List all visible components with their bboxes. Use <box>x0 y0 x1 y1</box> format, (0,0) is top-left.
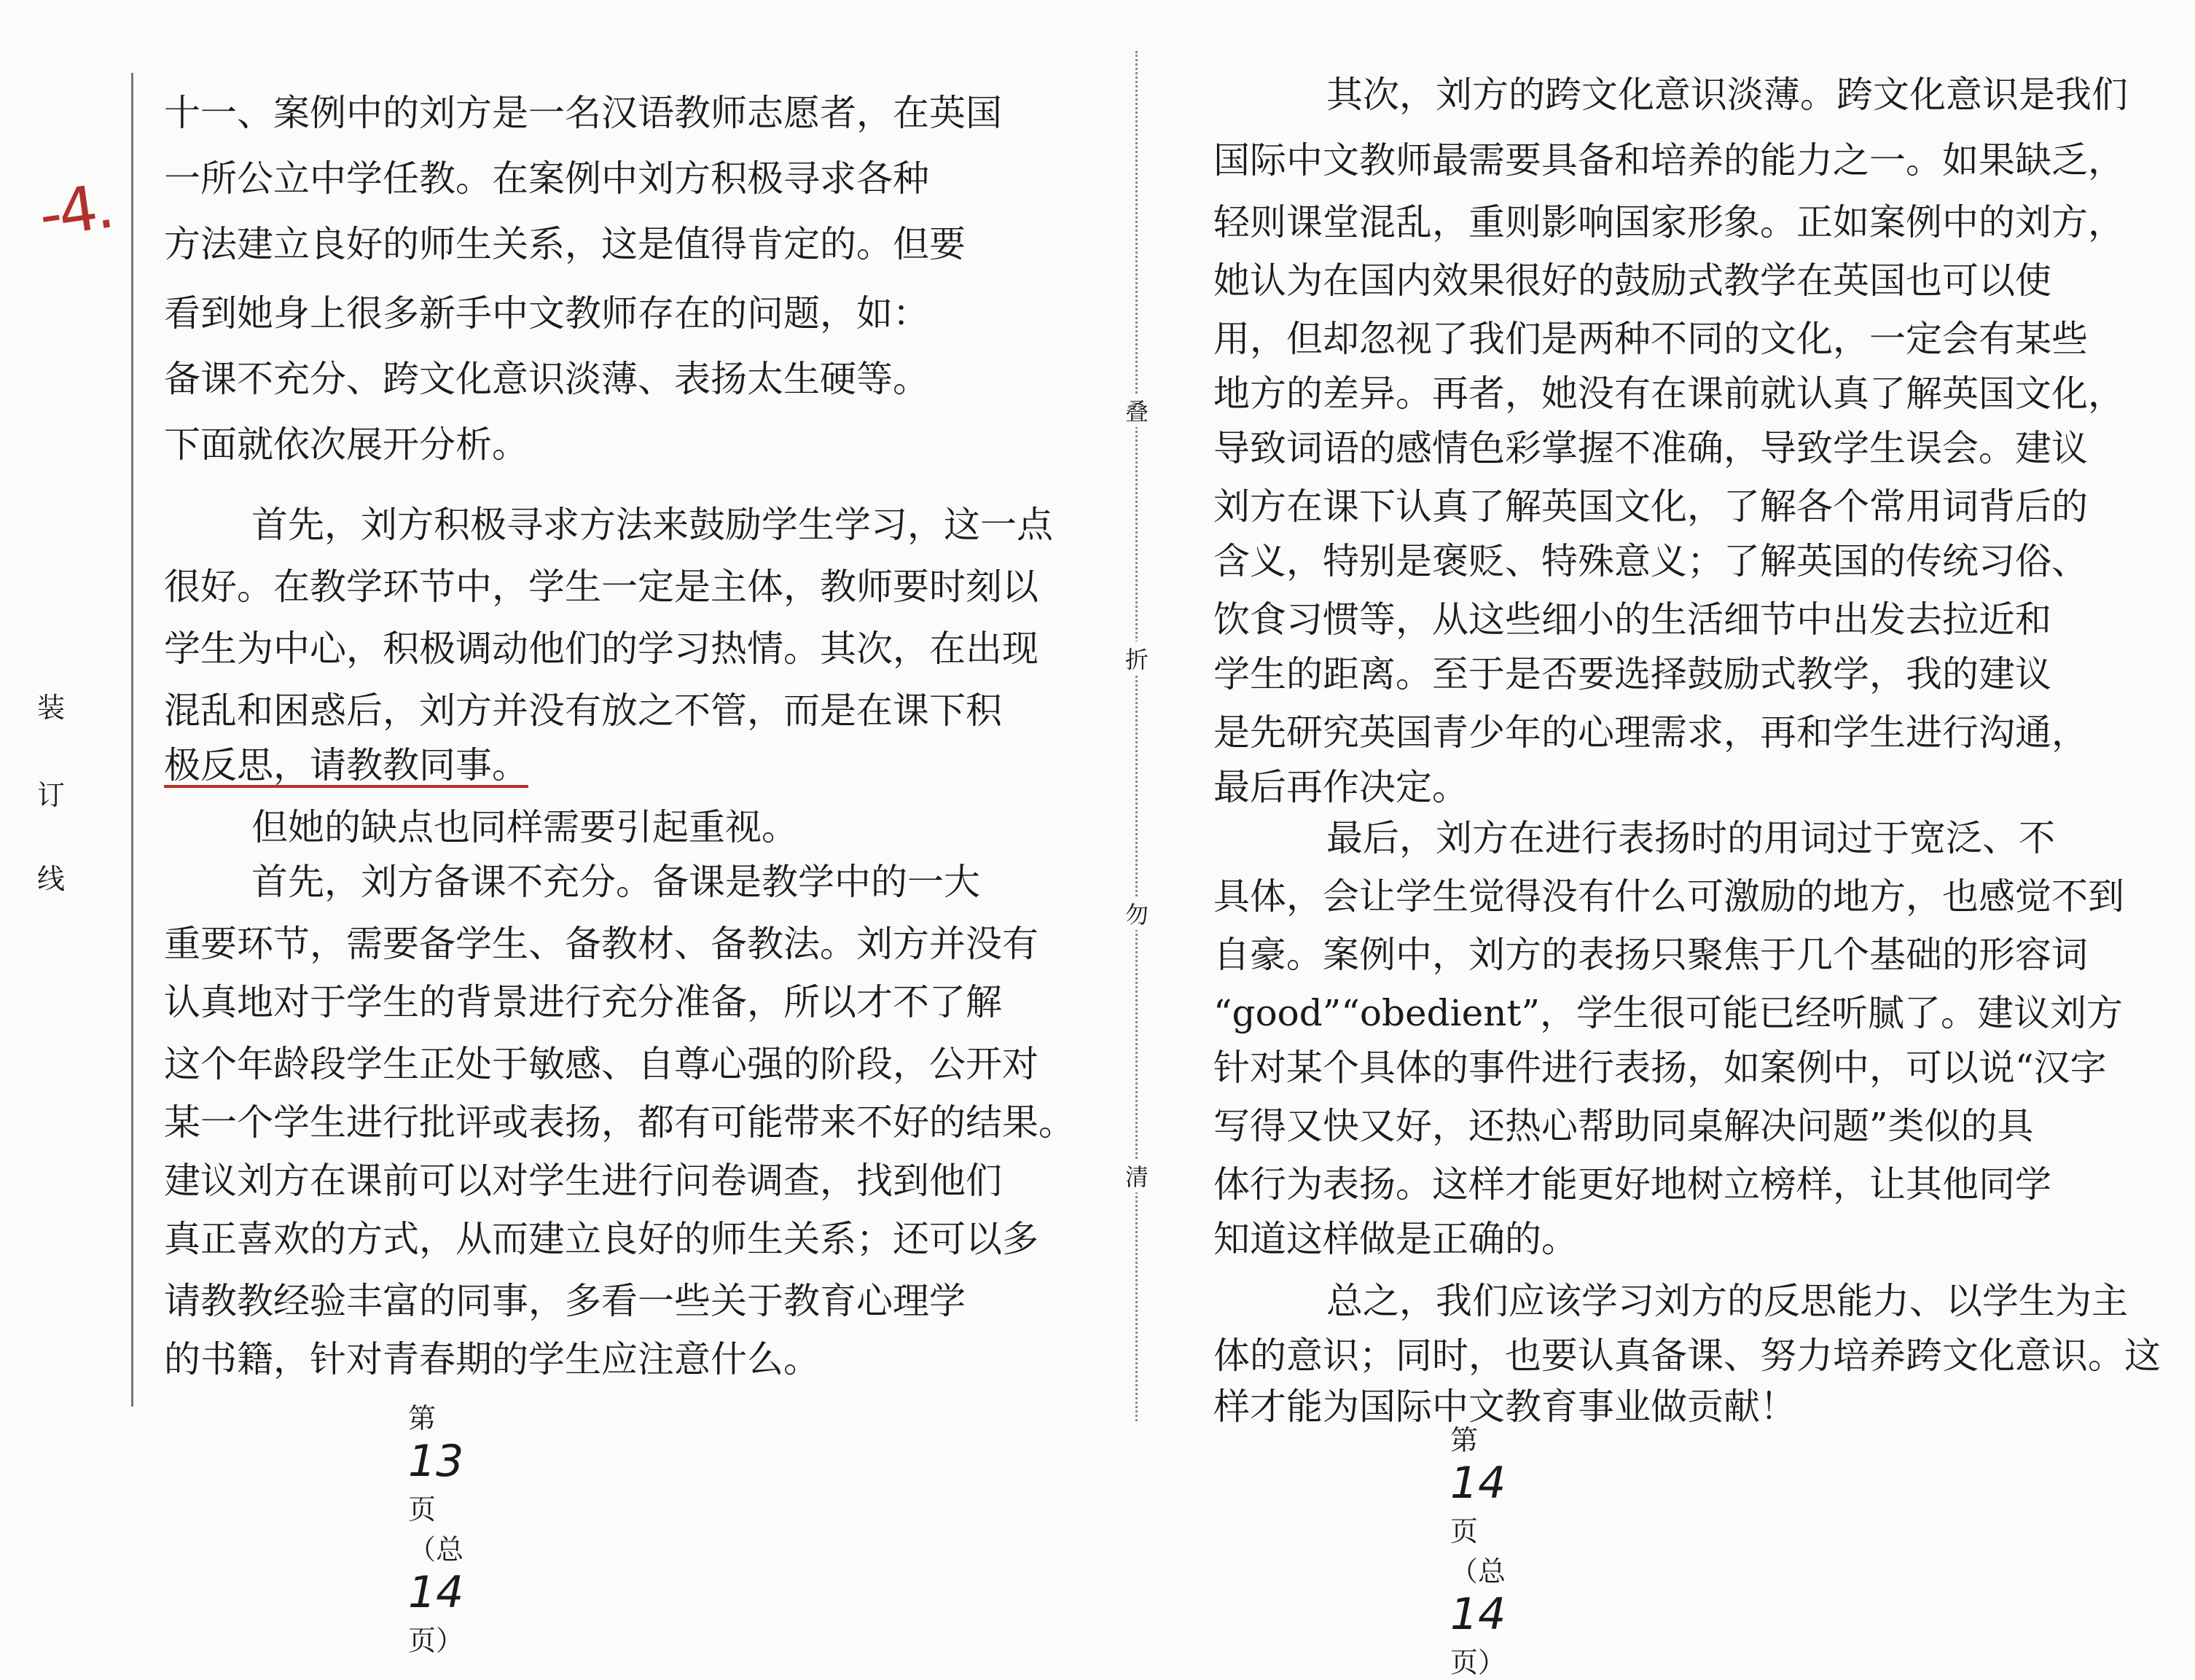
text-line: 备课不充分、跨文化意识淡薄、表扬太生硬等。 <box>164 358 929 400</box>
fold-label: 叠 <box>1115 394 1159 427</box>
text-line: 首先，刘方备课不充分。备课是教学中的一大 <box>251 861 980 903</box>
text-line: 看到她身上很多新手中文教师存在的问题，如： <box>164 292 929 335</box>
text-line: 地方的差异。再者，她没有在课前就认真了解英国文化， <box>1213 372 2124 415</box>
page-number: 13 <box>408 1436 464 1487</box>
text-line: 请教教经验丰富的同事，多看一些关于教育心理学 <box>164 1280 966 1322</box>
footer-suffix: 页） <box>1450 1646 1506 1679</box>
footer-suffix: 页） <box>408 1625 464 1657</box>
text-line: 混乱和困惑后，刘方并没有放之不管，而是在课下积 <box>164 689 1002 732</box>
text-line: 一所公立中学任教。在案例中刘方积极寻求各种 <box>164 157 929 200</box>
fold-line <box>1135 51 1138 1421</box>
text-line: 具体，会让学生觉得没有什么可激励的地方，也感觉不到 <box>1213 875 2124 918</box>
footer-mid: 页（总 <box>1450 1515 1506 1587</box>
footer-mid: 页（总 <box>408 1493 464 1566</box>
text-line: 下面就依次展开分析。 <box>164 423 528 466</box>
page-number: 14 <box>1450 1458 1506 1509</box>
text-line: 国际中文教师最需要具备和培养的能力之一。如果缺乏， <box>1213 139 2124 181</box>
text-line: 学生为中心，积极调动他们的学习热情。其次，在出现 <box>164 628 1038 670</box>
text-line: 是先研究英国青少年的心理需求，再和学生进行沟通， <box>1213 711 2088 754</box>
text-line: 用，但却忽视了我们是两种不同的文化，一定会有某些 <box>1213 318 2088 360</box>
text-line: “good”“obedient”，学生很可能已经听腻了。建议刘方 <box>1213 992 2124 1034</box>
text-line: 含义，特别是褒贬、特殊意义；了解英国的传统习俗、 <box>1213 540 2088 582</box>
text-line: 真正喜欢的方式，从而建立良好的师生关系；还可以多 <box>164 1218 1038 1260</box>
page-footer <box>1450 1418 1506 1680</box>
text-line: 十一、案例中的刘方是一名汉语教师志愿者，在英国 <box>164 92 1002 134</box>
text-line: 认真地对于学生的背景进行充分准备，所以才不了解 <box>164 981 1002 1023</box>
text-line: 这个年龄段学生正处于敏感、自尊心强的阶段，公开对 <box>164 1043 1038 1085</box>
text-line: 其次，刘方的跨文化意识淡薄。跨文化意识是我们 <box>1326 74 2128 116</box>
text-line-underlined: 极反思，请教教同事。 <box>164 744 528 786</box>
text-line: 方法建立良好的师生关系，这是值得肯定的。但要 <box>164 223 966 265</box>
text-line: 轻则课堂混乱，重则影响国家形象。正如案例中的刘方， <box>1213 201 2124 243</box>
page-total: 14 <box>408 1567 464 1618</box>
text-line: 她认为在国内效果很好的鼓励式教学在英国也可以使 <box>1213 259 2051 302</box>
fold-label: 折 <box>1115 641 1159 675</box>
text-line: 学生的距离。至于是否要选择鼓励式教学，我的建议 <box>1213 653 2051 695</box>
text-line: 建议刘方在课前可以对学生进行问卷调查，找到他们 <box>164 1160 1002 1202</box>
text-line: 写得又快又好，还热心帮助同桌解决问题”类似的具 <box>1213 1105 2034 1147</box>
binding-line <box>131 73 133 1407</box>
text-line: 体行为表扬。这样才能更好地树立榜样，让其他同学 <box>1213 1163 2051 1206</box>
binding-label: 订 <box>36 779 65 811</box>
text-line: 某一个学生进行批评或表扬，都有可能带来不好的结果。 <box>164 1101 1075 1144</box>
text-line: 最后再作决定。 <box>1213 766 1468 808</box>
text-line: 总之，我们应该学习刘方的反思能力、以学生为主 <box>1326 1280 2128 1322</box>
text-line: 导致词语的感情色彩掌握不准确，导致学生误会。建议 <box>1213 427 2088 469</box>
footer-prefix: 第 <box>408 1402 437 1434</box>
binding-label: 装 <box>36 692 65 724</box>
text-line: 自豪。案例中，刘方的表扬只聚焦于几个基础的形容词 <box>1213 934 2088 976</box>
text-line: 体的意识；同时，也要认真备课、努力培养跨文化意识。这 <box>1213 1335 2161 1377</box>
text-line: 针对某个具体的事件进行表扬，如案例中，可以说“汉字 <box>1213 1047 2107 1089</box>
text-line: 最后，刘方在进行表扬时的用词过于宽泛、不 <box>1326 817 2055 859</box>
binding-label: 线 <box>36 863 65 895</box>
text-line: 刘方在课下认真了解英国文化，了解各个常用词背后的 <box>1213 485 2088 528</box>
text-line: 知道这样做是正确的。 <box>1213 1218 1578 1260</box>
text-line: 很好。在教学环节中，学生一定是主体，教师要时刻以 <box>164 566 1038 608</box>
text-line: 重要环节，需要备学生、备教材、备教法。刘方并没有 <box>164 923 1038 965</box>
text-line: 的书籍，针对青春期的学生应注意什么。 <box>164 1338 820 1380</box>
fold-label: 清 <box>1115 1159 1159 1192</box>
text-line: 饮食习惯等，从这些细小的生活细节中出发去拉近和 <box>1213 598 2051 641</box>
footer-prefix: 第 <box>1450 1424 1479 1456</box>
fold-label: 勿 <box>1115 896 1159 930</box>
page-footer <box>408 1396 463 1658</box>
text-line: 首先，刘方积极寻求方法来鼓励学生学习，这一点 <box>251 504 1053 546</box>
text-line: 样才能为国际中文教育事业做贡献！ <box>1213 1386 1796 1428</box>
page-total: 14 <box>1450 1589 1506 1640</box>
text-line: 但她的缺点也同样需要引起重视。 <box>251 806 798 848</box>
grade-mark: -4. <box>34 170 116 251</box>
